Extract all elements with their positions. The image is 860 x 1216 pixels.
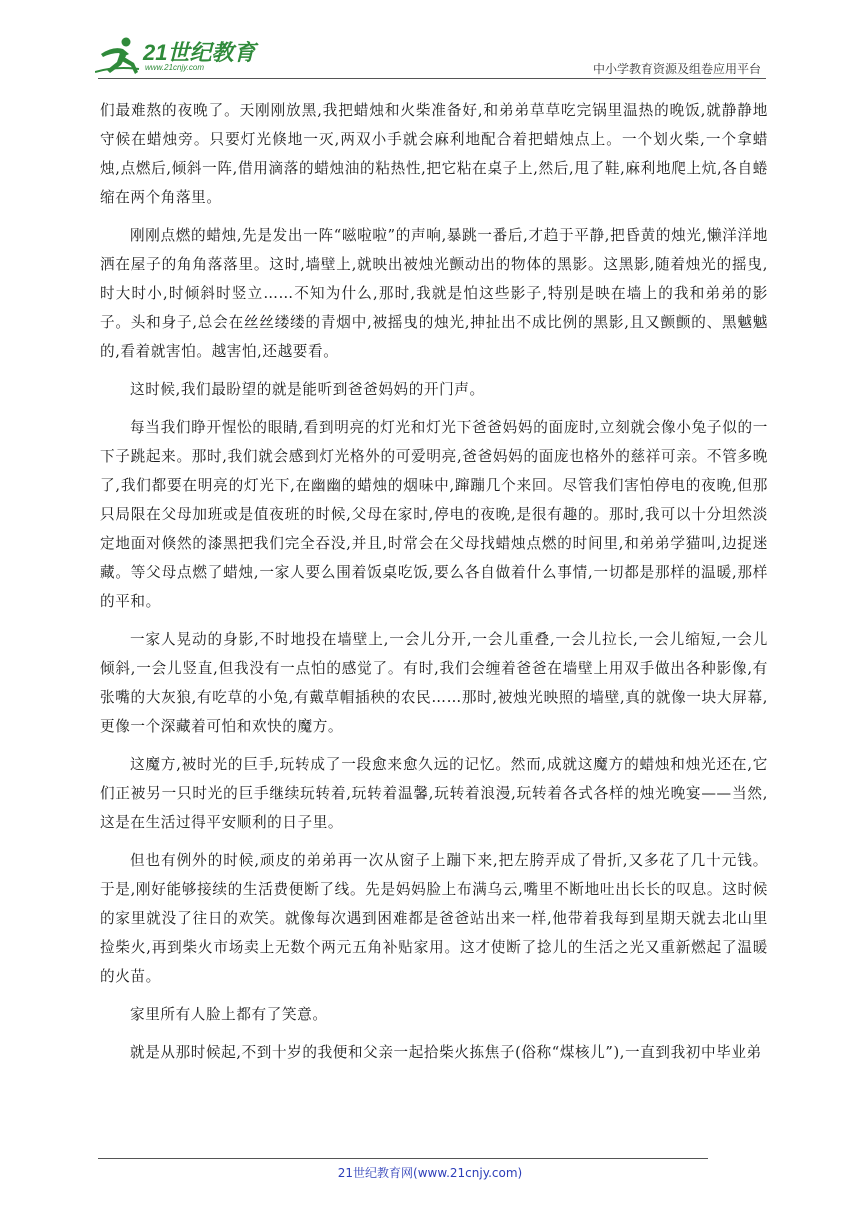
article-body — [100, 96, 768, 1076]
paragraph: 刚刚点燃的蜡烛,先是发出一阵“嗞啦啦”的声响,暴跳一番后,才趋于平静,把昏黄的烛光,懒洋洋地洒在屋子的角角落落里。这时,墙壁上,就映出被烛光颤动出的物体的黑影。这黑影,随着烛光的摇曳,时大时小,时倾斜时竖立……不知为什么,那时,我就是怕这些影子,特别是映在墙上的我和弟弟的影子。头和身子,总会在丝丝缕缕的青烟中,被摇曳的烛光,抻扯出不成比例的黑影,且又颤颤的、黑魆魆的,看着就害怕。越害怕,还越要看。 — [100, 227, 768, 360]
logo-url: www.21cnjy.com — [145, 63, 204, 72]
paragraph: 但也有例外的时候,顽皮的弟弟再一次从窗子上蹦下来,把左胯弄成了骨折,又多花了几十元钱。于是,刚好能够接续的生活费便断了线。先是妈妈脸上布满乌云,嘴里不断地吐出长长的叹息。这时候的家里就没了往日的欢笑。就像每次遇到困难都是爸爸站出来一样,他带着我每到星期天就去北山里捡柴火,再到柴火市场卖上无数个两元五角补贴家用。这才使断了捻儿的生活之光又重新燃起了温暖的火苗。 — [100, 852, 768, 985]
paragraph: 就是从那时候起,不到十岁的我便和父亲一起拾柴火拣焦子(俗称“煤核儿”),一直到我初中毕业弟 — [130, 1044, 762, 1061]
paragraph: 家里所有人脸上都有了笑意。 — [130, 1006, 328, 1023]
paragraph: 这魔方,被时光的巨手,玩转成了一段愈来愈久远的记忆。然而,成就这魔方的蜡烛和烛光还在,它们正被另一只时光的巨手继续玩转着,玩转着温馨,玩转着浪漫,玩转着各式各样的烛光晚宴——当然,这是在生活过得平安顺利的日子里。 — [100, 756, 768, 831]
paragraph: 一家人晃动的身影,不时地投在墙壁上,一会儿分开,一会儿重叠,一会儿拉长,一会儿缩短,一会儿倾斜,一会儿竖直,但我没有一点怕的感觉了。有时,我们会缠着爸爸在墙壁上用双手做出各种影像,有张嘴的大灰狼,有吃草的小兔,有戴草帽插秧的农民……那时,被烛光映照的墙壁,真的就像一块大屏幕,更像一个深藏着可怕和欢快的魔方。 — [100, 631, 768, 735]
paragraph: 这时候,我们最盼望的就是能听到爸爸妈妈的开门声。 — [130, 381, 485, 398]
logo-text: 21世纪教育 — [143, 40, 256, 65]
platform-title: 中小学教育资源及组卷应用平台 — [592, 62, 761, 76]
runner-icon — [95, 36, 141, 76]
page-header — [95, 34, 765, 82]
header-divider — [98, 78, 766, 79]
paragraph: 们最难熬的夜晚了。天刚刚放黑,我把蜡烛和火柴准备好,和弟弟草草吃完锅里温热的晚饭,就静静地守候在蜡烛旁。只要灯光倏地一灭,两双小手就会麻利地配合着把蜡烛点上。一个划火柴,一个拿蜡烛,点燃后,倾斜一阵,借用滴落的蜡烛油的粘热性,把它粘在桌子上,然后,甩了鞋,麻利地爬上炕,各自蜷缩在两个角落里。 — [100, 102, 768, 206]
footer-divider — [98, 1158, 708, 1159]
footer-link[interactable]: 21世纪教育网(www.21cnjy.com) — [337, 1166, 523, 1180]
paragraph: 每当我们睁开惺忪的眼睛,看到明亮的灯光和灯光下爸爸妈妈的面庞时,立刻就会像小兔子似的一下子跳起来。那时,我们就会感到灯光格外的可爱明亮,爸爸妈妈的面庞也格外的慈祥可亲。不管多晚了,我们都要在明亮的灯光下,在幽幽的蜡烛的烟味中,蹿蹦几个来回。尽管我们害怕停电的夜晚,但那只局限在父母加班或是值夜班的时候,父母在家时,停电的夜晚,是很有趣的。那时,我可以十分坦然淡定地面对倏然的漆黑把我们完全吞没,并且,时常会在父母找蜡烛点燃的时间里,和弟弟学猫叫,边捉迷藏。等父母点燃了蜡烛,一家人要么围着饭桌吃饭,要么各自做着什么事情,一切都是那样的温暖,那样的平和。 — [100, 419, 768, 610]
site-logo[interactable] — [95, 34, 265, 78]
